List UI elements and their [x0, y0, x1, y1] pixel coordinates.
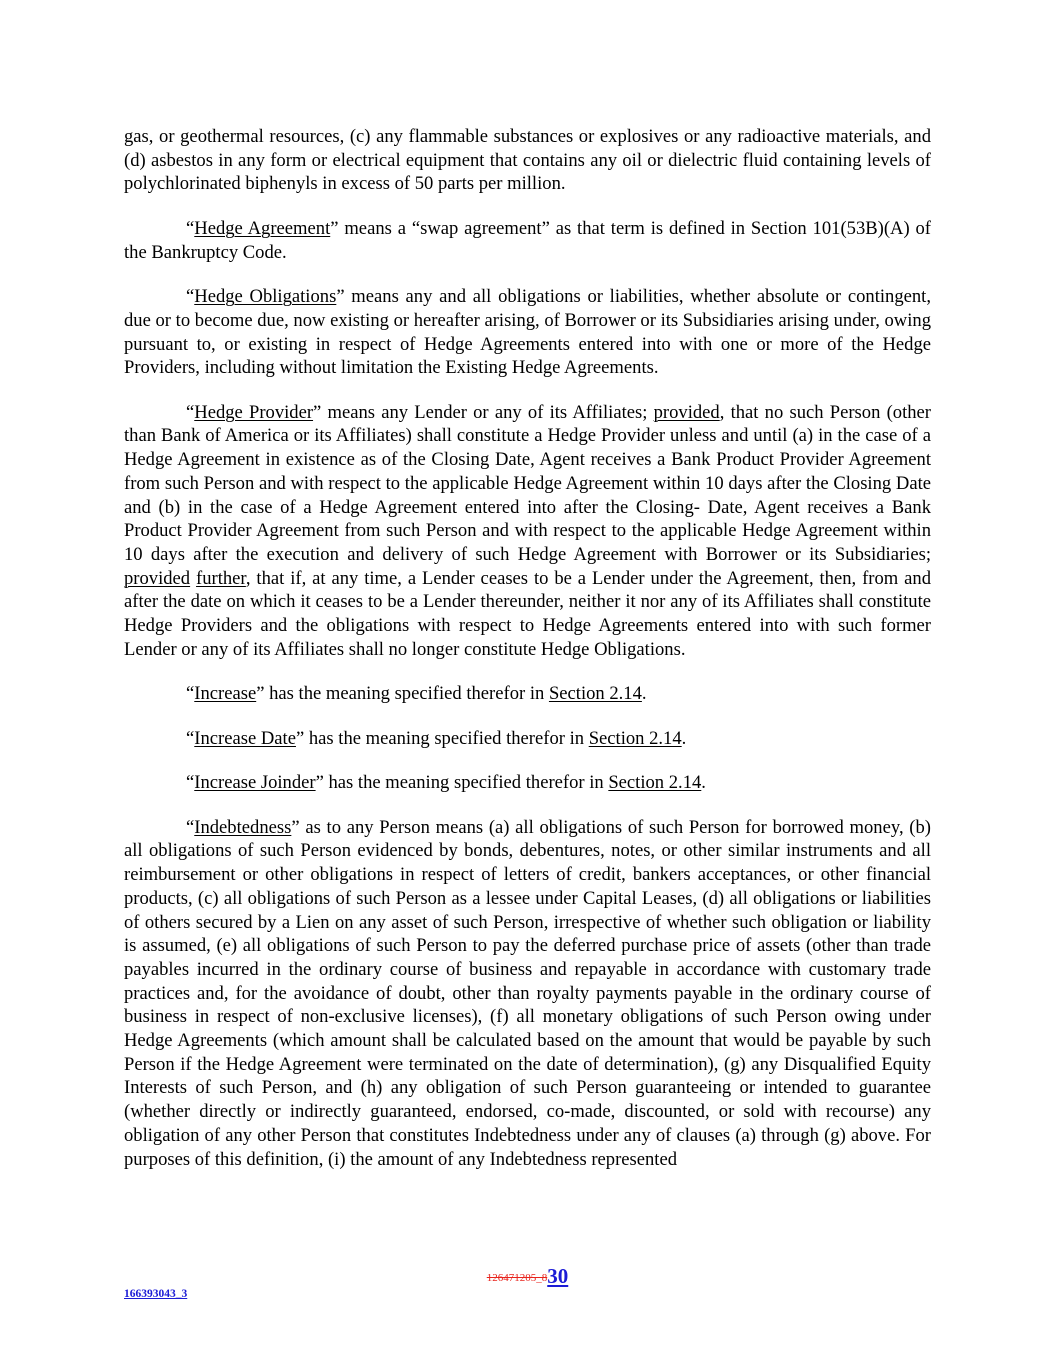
definition-text: , that if, at any time, a Lender ceases to be a Lender under the Agreement, then, from and after the date on which it ceases to be a Lender thereunder, neither it nor any of its Affiliates shall constitute Hedge Providers and the obligations with respect to Hedge Agreements entered into with such former Lender or any of its Affiliates shall no longer constitute Hedge Obligations. — [124, 567, 931, 660]
definition-text: ” has the meaning specified therefor in — [315, 772, 609, 794]
definition-text: ” means any and all obligations or liabilities, whether absolute or contingent, due or to become due, now existing or hereafter arising, of Borrower or its Subsidiaries arising under, owing pursuant to, or existing in respect of Hedge Agreements entered into with one or more of the Hedge Providers, including without limitation the Existing Hedge Agreements. — [124, 286, 931, 379]
defined-term: Increase Joinder — [194, 772, 316, 794]
section-reference: Section 2.14 — [588, 727, 682, 749]
definition-text: , that no such Person (other than Bank of America or its Affiliates) shall constitute a Hedge Provider unless and until (a) in the case of a Hedge Agreement in existence as of the Closing Date, Agent receives a Bank Product Provider Agreement from such Person and with respect to the applicable Hedge Agreement within 10 days after the Closing Date and (b) in the case of a Hedge Agreement entered into after the Closing- Date, Agent receives a Bank Product Provider Agreement from such Person and with respect to the applicable Hedge Agreement within 10 days after the execution and delivery of such Hedge Agreement with Borrower or its Subsidiaries; — [124, 401, 931, 565]
defined-term: Increase Date — [194, 727, 296, 749]
period: . — [701, 772, 706, 794]
document-body — [124, 125, 931, 1192]
defined-term: Hedge Obligations — [194, 286, 337, 308]
page-footer — [0, 1264, 1055, 1289]
page-number: 30 — [547, 1264, 569, 1288]
open-quote: “ — [186, 772, 195, 794]
definition-increase — [124, 682, 931, 706]
definition-text: ” has the meaning specified therefor in — [295, 727, 589, 749]
underlined-provided: provided — [653, 401, 720, 423]
definition-increase-joinder — [124, 771, 931, 795]
paragraph-continuation — [124, 125, 931, 196]
open-quote: “ — [186, 683, 195, 705]
definition-hedge-agreement — [124, 217, 931, 264]
definition-increase-date — [124, 727, 931, 751]
definition-indebtedness — [124, 816, 931, 1172]
open-quote: “ — [186, 816, 195, 838]
definition-hedge-provider — [124, 401, 931, 662]
underlined-further: further — [196, 567, 246, 589]
defined-term: Hedge Provider — [194, 401, 314, 423]
open-quote: “ — [186, 727, 195, 749]
underlined-provided: provided — [124, 567, 191, 589]
defined-term: Increase — [194, 683, 257, 705]
defined-term: Indebtedness — [194, 816, 292, 838]
open-quote: “ — [186, 401, 195, 423]
definition-text: ” means any Lender or any of its Affiliates; — [313, 401, 654, 423]
definition-hedge-obligations — [124, 285, 931, 380]
defined-term: Hedge Agreement — [194, 217, 331, 239]
document-id: 166393043_3 — [124, 1288, 188, 1300]
section-reference: Section 2.14 — [548, 683, 642, 705]
definition-text: ” as to any Person means (a) all obligations of such Person for borrowed money, (b) all obligations of such Person evidenced by bonds, debentures, notes, or other similar instruments and all reimbursement or other obligations in respect of letters of credit, bankers acceptances, or other financial products, (c) all obligations of such Person as a lessee under Capital Leases, (d) all obligations or liabilities of others secured by a Lien on any asset of such Person, irrespective of whether such obligation or liability is assumed, (e) all obligations of such Person to pay the deferred purchase price of assets (other than trade payables incurred in the ordinary course of business and repayable in accordance with customary trade practices and, for the avoidance of doubt, other than royalty payments payable in the ordinary course of business in respect of non-exclusive licenses), (f) all monetary obligations of such Person owing under Hedge Agreements (which amount shall be calculated based on the amount that would be payable by such Person if the Hedge Agreement were terminated on the date of determination), (g) any Disqualified Equity Interests of such Person, and (h) any obligation of such Person guaranteeing or intended to guarantee (whether directly or indirectly guaranteed, endorsed, co-made, discounted, or sold with recourse) any obligation of any other Person that constitutes Indebtedness under any of clauses (a) through (g) above. For purposes of this definition, (i) the amount of any Indebtedness represented — [124, 816, 931, 1170]
open-quote: “ — [186, 217, 195, 239]
period: . — [641, 683, 647, 705]
deleted-page-id: 126471205_8 — [486, 1272, 548, 1284]
open-quote: “ — [186, 286, 195, 308]
paragraph-text: gas, or geothermal resources, (c) any flammable substances or explosives or any radioactive materials, and (d) asbestos in any form or electrical equipment that contains any oil or dielectric fluid containing levels of polychlorinated biphenyls in excess of 50 parts per million. — [124, 126, 931, 195]
definition-text: ” means a “swap agreement” as that term is defined in Section 101(53B)(A) of the Bankruptcy Code. — [124, 217, 931, 263]
section-reference: Section 2.14 — [608, 772, 702, 794]
definition-text: ” has the meaning specified therefor in — [256, 683, 549, 705]
period: . — [681, 727, 687, 749]
